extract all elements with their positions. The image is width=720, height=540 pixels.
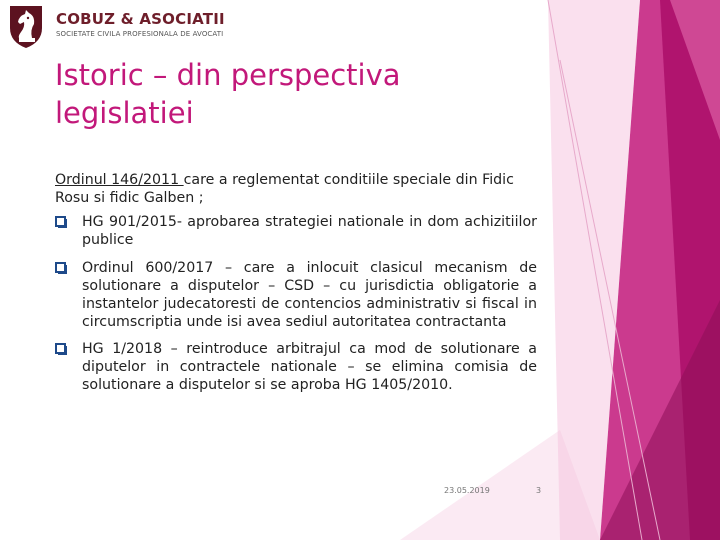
intro-paragraph <box>55 171 537 207</box>
chess-knight-logo-icon <box>4 2 48 50</box>
slide-body <box>55 171 537 404</box>
intro-underlined-reference: Ordinul 146/2011 <box>55 172 184 188</box>
bullet-list <box>55 213 537 394</box>
bullet-text: – reintroduce arbitrajul ca mod de solutionare a diputelor in contractele nationale – se elimina comisia de solutionare a disputelor si se aproba HG 1405/2010. <box>82 341 538 393</box>
checkbox-bullet-icon <box>55 216 66 227</box>
company-logo <box>4 2 234 50</box>
bullet-bold-text: HG 901/2015 <box>82 214 177 230</box>
slide-title: Istoric – din perspectiva legislatiei <box>55 58 401 130</box>
intro-text: care a reglementat conditiile speciale din Fidic Rosu si fidic Galben ; <box>55 172 514 206</box>
list-item <box>55 340 537 394</box>
bullet-bold-text: Ordinul 600/2017 <box>82 260 214 276</box>
list-item <box>55 259 537 331</box>
logo-company-name: COBUZ & ASOCIATII <box>56 10 225 28</box>
bullet-text: - aprobarea strategiei nationale in dom achizitiilor publice <box>82 214 537 248</box>
checkbox-bullet-icon <box>55 262 66 273</box>
list-item <box>55 213 537 249</box>
checkbox-bullet-icon <box>55 343 66 354</box>
page-number: 3 <box>536 486 542 495</box>
bullet-text: – care a inlocuit clasicul mecanism de solutionare a disputelor – CSD – cu jurisdictia obligatorie a instantelor judecatoresti de contencios administrativ si fiscal in circumscriptia unde isi avea sediul autoritatea contractanta <box>82 260 537 330</box>
footer-date: 23.05.2019 <box>444 486 490 495</box>
logo-tagline: SOCIETATE CIVILA PROFESIONALA DE AVOCATI <box>56 30 224 38</box>
bullet-bold-text: HG 1/2018 <box>82 341 163 357</box>
